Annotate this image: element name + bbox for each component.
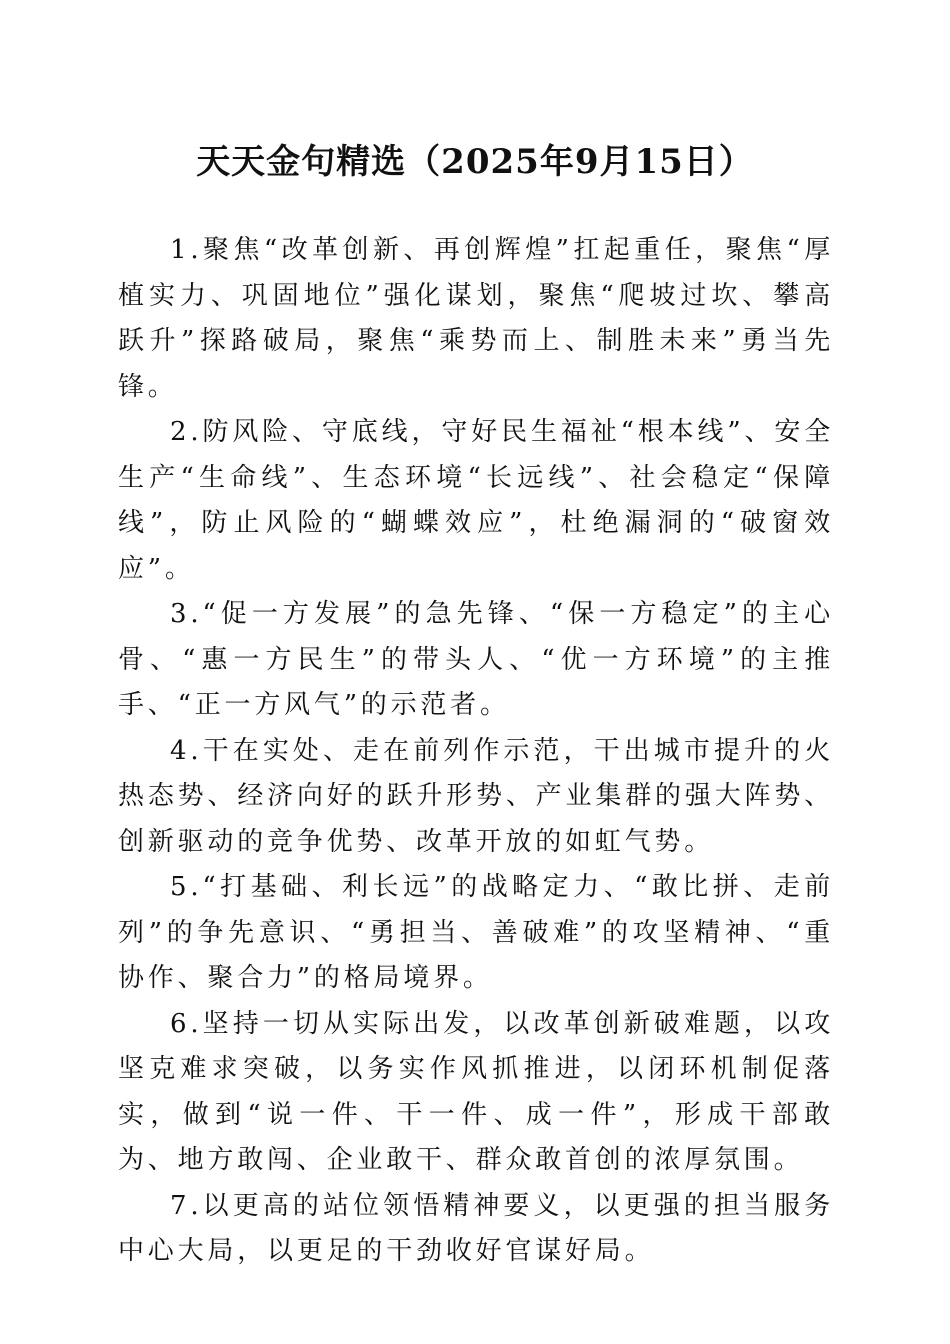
paragraph-2: 2.防风险、守底线，守好民生福祉“根本线”、安全生产“生命线”、生态环境“长远线”、社会稳定“保障线”，防止风险的“蝴蝶效应”，杜绝漏洞的“破窗效应”。	[118, 417, 834, 584]
paragraph-1: 1.聚焦“改革创新、再创辉煌”扛起重任，聚焦“厚植实力、巩固地位”强化谋划，聚焦“爬坡过坎、攀高跃升”探路破局，聚焦“乘势而上、制胜未来”勇当先锋。	[118, 235, 834, 402]
document-body	[118, 228, 834, 1275]
paragraph-4: 4.干在实处、走在前列作示范，干出城市提升的火热态势、经济向好的跃升形势、产业集群的强大阵势、创新驱动的竞争优势、改革开放的如虹气势。	[118, 735, 834, 857]
paragraph-7: 7.以更高的站位领悟精神要义，以更强的担当服务中心大局，以更足的干劲收好官谋好局。	[118, 1190, 834, 1266]
paragraph-5: 5.“打基础、利长远”的战略定力、“敢比拼、走前列”的争先意识、“勇担当、善破难”的攻坚精神、“重协作、聚合力”的格局境界。	[118, 872, 834, 993]
paragraph-6: 6.坚持一切从实际出发，以改革创新破难题，以攻坚克难求突破，以务实作风抓推进，以闭环机制促落实，做到“说一件、干一件、成一件”，形成干部敢为、地方敢闯、企业敢干、群众敢首创的浓厚氛围。	[118, 1008, 834, 1175]
paragraph-3: 3.“促一方发展”的急先锋、“保一方稳定”的主心骨、“惠一方民生”的带头人、“优一方环境”的主推手、“正一方风气”的示范者。	[118, 599, 834, 720]
page-title: 天天金句精选（2025年9月15日）	[196, 142, 754, 182]
